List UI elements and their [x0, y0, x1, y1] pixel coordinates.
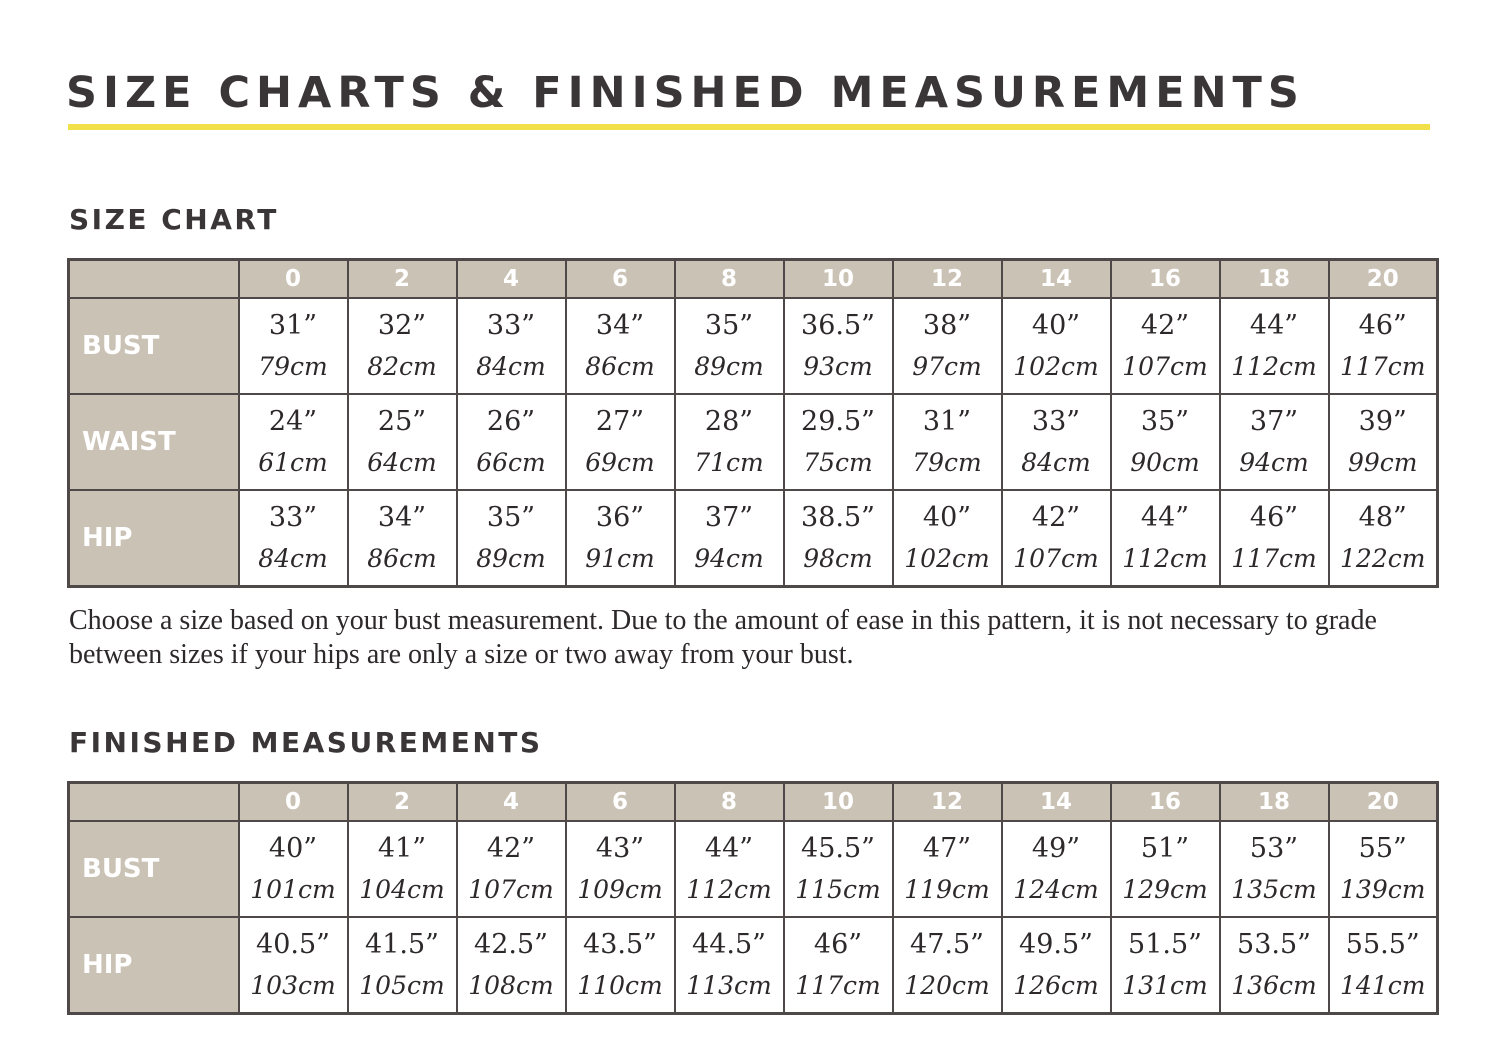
inches-value: 43” [595, 833, 645, 865]
inches-value: 43.5” [583, 929, 657, 961]
table-row [69, 298, 1438, 394]
inches-value: 46” [813, 929, 863, 961]
measurement-cell [566, 821, 675, 917]
row-label-waist: WAIST [69, 394, 239, 490]
inches-value: 42” [1031, 502, 1081, 534]
size-header-4: 4 [457, 260, 566, 299]
cm-value: 135cm [1231, 875, 1317, 905]
inches-value: 44.5” [692, 929, 766, 961]
corner-cell [69, 260, 239, 299]
cm-value: 103cm [250, 971, 336, 1001]
cm-value: 115cm [795, 875, 881, 905]
cm-value: 69cm [585, 448, 655, 478]
measurement-cell [457, 821, 566, 917]
inches-value: 47.5” [910, 929, 984, 961]
inches-value: 34” [377, 502, 427, 534]
inches-value: 36.5” [801, 310, 875, 342]
cm-value: 124cm [1013, 875, 1099, 905]
measurement-cell [1002, 298, 1111, 394]
size-header-10: 10 [784, 260, 893, 299]
measurement-cell [566, 917, 675, 1014]
inches-value: 24” [268, 406, 318, 438]
measurement-cell [1220, 821, 1329, 917]
measurement-cell [348, 917, 457, 1014]
cm-value: 112cm [1231, 352, 1317, 382]
inches-value: 33” [1031, 406, 1081, 438]
size-header-6: 6 [566, 783, 675, 822]
measurement-cell [239, 917, 348, 1014]
measurement-cell [675, 821, 784, 917]
measurement-cell [1220, 490, 1329, 587]
measurement-cell [1220, 394, 1329, 490]
page-title: SIZE CHARTS & FINISHED MEASUREMENTS [66, 68, 1305, 118]
cm-value: 66cm [476, 448, 546, 478]
size-header-18: 18 [1220, 783, 1329, 822]
measurement-cell [784, 298, 893, 394]
inches-value: 53” [1249, 833, 1299, 865]
inches-value: 40” [268, 833, 318, 865]
cm-value: 119cm [904, 875, 990, 905]
cm-value: 139cm [1340, 875, 1426, 905]
cm-value: 84cm [476, 352, 546, 382]
cm-value: 110cm [577, 971, 663, 1001]
cm-value: 105cm [359, 971, 445, 1001]
size-chart-table [67, 258, 1439, 588]
measurement-cell [1329, 394, 1438, 490]
cm-value: 122cm [1340, 544, 1426, 574]
cm-value: 98cm [803, 544, 873, 574]
cm-value: 79cm [258, 352, 328, 382]
inches-value: 35” [1140, 406, 1190, 438]
measurement-cell [348, 394, 457, 490]
cm-value: 107cm [468, 875, 554, 905]
inches-value: 37” [704, 502, 754, 534]
measurement-cell [566, 394, 675, 490]
inches-value: 46” [1249, 502, 1299, 534]
cm-value: 117cm [1231, 544, 1317, 574]
measurement-cell [675, 490, 784, 587]
measurement-cell [1111, 821, 1220, 917]
measurement-cell [1111, 394, 1220, 490]
inches-value: 42” [486, 833, 536, 865]
inches-value: 26” [486, 406, 536, 438]
measurement-cell [1002, 394, 1111, 490]
measurement-cell [1220, 917, 1329, 1014]
cm-value: 117cm [795, 971, 881, 1001]
inches-value: 39” [1358, 406, 1407, 438]
cm-value: 108cm [468, 971, 554, 1001]
measurement-cell [1111, 917, 1220, 1014]
cm-value: 120cm [904, 971, 990, 1001]
size-advice-note: Choose a size based on your bust measurement. Due to the amount of ease in this pattern, it is not necessary to grade between sizes if your hips are only a size or two away from your bust. [69, 605, 1377, 670]
inches-value: 38” [922, 310, 972, 342]
size-header-12: 12 [893, 260, 1002, 299]
finished-measurements-table [67, 781, 1439, 1015]
row-label-hip: HIP [69, 917, 239, 1014]
cm-value: 136cm [1231, 971, 1317, 1001]
cm-value: 113cm [686, 971, 772, 1001]
measurement-cell [457, 917, 566, 1014]
cm-value: 112cm [686, 875, 772, 905]
measurement-cell [239, 490, 348, 587]
measurement-cell [784, 917, 893, 1014]
inches-value: 51” [1140, 833, 1190, 865]
cm-value: 109cm [577, 875, 663, 905]
size-header-12: 12 [893, 783, 1002, 822]
inches-value: 38.5” [801, 502, 875, 534]
measurement-cell [239, 821, 348, 917]
row-label-bust: BUST [69, 298, 239, 394]
size-header-14: 14 [1002, 783, 1111, 822]
cm-value: 141cm [1340, 971, 1426, 1001]
cm-value: 75cm [803, 448, 873, 478]
table-row [69, 490, 1438, 587]
measurement-cell [1002, 917, 1111, 1014]
inches-value: 40” [1031, 310, 1081, 342]
inches-value: 44” [1140, 502, 1190, 534]
cm-value: 71cm [694, 448, 764, 478]
measurement-cell [348, 490, 457, 587]
size-chart-heading: SIZE CHART [69, 203, 279, 236]
size-header-8: 8 [675, 260, 784, 299]
measurement-cell [1329, 298, 1438, 394]
measurement-cell [348, 298, 457, 394]
measurement-cell [239, 394, 348, 490]
measurement-cell [239, 298, 348, 394]
cm-value: 84cm [258, 544, 328, 574]
inches-value: 49.5” [1019, 929, 1093, 961]
measurement-cell [457, 394, 566, 490]
inches-value: 49” [1031, 833, 1081, 865]
measurement-cell [893, 298, 1002, 394]
row-label-bust: BUST [69, 821, 239, 917]
measurement-cell [566, 490, 675, 587]
cm-value: 102cm [1013, 352, 1099, 382]
measurement-cell [1111, 490, 1220, 587]
size-header-18: 18 [1220, 260, 1329, 299]
measurement-cell [1111, 298, 1220, 394]
inches-value: 36” [595, 502, 645, 534]
measurement-cell [675, 394, 784, 490]
inches-value: 51.5” [1128, 929, 1202, 961]
cm-value: 89cm [476, 544, 546, 574]
cm-value: 94cm [694, 544, 764, 574]
inches-value: 48” [1358, 502, 1407, 534]
inches-value: 32” [377, 310, 427, 342]
size-header-14: 14 [1002, 260, 1111, 299]
inches-value: 29.5” [801, 406, 875, 438]
size-header-6: 6 [566, 260, 675, 299]
measurement-cell [348, 821, 457, 917]
inches-value: 46” [1358, 310, 1407, 342]
inches-value: 42” [1140, 310, 1190, 342]
cm-value: 82cm [367, 352, 437, 382]
inches-value: 42.5” [474, 929, 548, 961]
inches-value: 55.5” [1345, 929, 1420, 961]
cm-value: 112cm [1122, 544, 1208, 574]
cm-value: 107cm [1122, 352, 1208, 382]
cm-value: 89cm [694, 352, 764, 382]
cm-value: 107cm [1013, 544, 1099, 574]
cm-value: 99cm [1347, 448, 1418, 478]
inches-value: 41” [377, 833, 427, 865]
size-header-row [69, 260, 1438, 299]
inches-value: 25” [377, 406, 427, 438]
inches-value: 31” [922, 406, 972, 438]
size-header-2: 2 [348, 783, 457, 822]
inches-value: 55” [1358, 833, 1407, 865]
measurement-cell [1329, 490, 1438, 587]
cm-value: 97cm [912, 352, 982, 382]
inches-value: 37” [1249, 406, 1299, 438]
measurement-cell [893, 917, 1002, 1014]
inches-value: 40” [922, 502, 972, 534]
size-header-20: 20 [1329, 783, 1438, 822]
cm-value: 93cm [803, 352, 873, 382]
cm-value: 129cm [1122, 875, 1208, 905]
corner-cell [69, 783, 239, 822]
inches-value: 45.5” [801, 833, 875, 865]
measurement-cell [1002, 490, 1111, 587]
cm-value: 86cm [367, 544, 437, 574]
cm-value: 86cm [585, 352, 655, 382]
measurement-cell [893, 490, 1002, 587]
inches-value: 41.5” [365, 929, 439, 961]
inches-value: 44” [704, 833, 754, 865]
cm-value: 61cm [258, 448, 328, 478]
measurement-cell [784, 394, 893, 490]
inches-value: 47” [922, 833, 972, 865]
inches-value: 53.5” [1237, 929, 1311, 961]
cm-value: 64cm [367, 448, 437, 478]
table-row [69, 394, 1438, 490]
inches-value: 33” [486, 310, 536, 342]
size-header-0: 0 [239, 783, 348, 822]
measurement-cell [457, 298, 566, 394]
inches-value: 31” [268, 310, 318, 342]
cm-value: 79cm [912, 448, 982, 478]
cm-value: 126cm [1013, 971, 1099, 1001]
measurement-cell [784, 821, 893, 917]
cm-value: 102cm [904, 544, 990, 574]
inches-value: 35” [486, 502, 536, 534]
cm-value: 117cm [1340, 352, 1426, 382]
measurement-cell [893, 394, 1002, 490]
size-header-row [69, 783, 1438, 822]
cm-value: 91cm [585, 544, 655, 574]
inches-value: 28” [704, 406, 754, 438]
size-header-16: 16 [1111, 260, 1220, 299]
inches-value: 35” [704, 310, 754, 342]
size-header-4: 4 [457, 783, 566, 822]
inches-value: 33” [268, 502, 318, 534]
measurement-cell [1002, 821, 1111, 917]
title-underline [68, 124, 1430, 130]
size-header-0: 0 [239, 260, 348, 299]
finished-measurements-heading: FINISHED MEASUREMENTS [69, 726, 543, 759]
inches-value: 40.5” [256, 929, 330, 961]
size-header-8: 8 [675, 783, 784, 822]
size-header-10: 10 [784, 783, 893, 822]
cm-value: 104cm [359, 875, 445, 905]
cm-value: 101cm [250, 875, 336, 905]
measurement-cell [1329, 821, 1438, 917]
size-header-16: 16 [1111, 783, 1220, 822]
measurement-cell [1329, 917, 1438, 1014]
inches-value: 44” [1249, 310, 1299, 342]
cm-value: 90cm [1130, 448, 1200, 478]
measurement-cell [675, 917, 784, 1014]
measurement-cell [457, 490, 566, 587]
size-header-20: 20 [1329, 260, 1438, 299]
table-row [69, 917, 1438, 1014]
inches-value: 34” [595, 310, 645, 342]
measurement-cell [784, 490, 893, 587]
measurement-cell [675, 298, 784, 394]
size-header-2: 2 [348, 260, 457, 299]
measurement-cell [566, 298, 675, 394]
inches-value: 27” [595, 406, 645, 438]
measurement-cell [893, 821, 1002, 917]
measurement-cell [1220, 298, 1329, 394]
table-row [69, 821, 1438, 917]
row-label-hip: HIP [69, 490, 239, 587]
cm-value: 94cm [1239, 448, 1309, 478]
cm-value: 84cm [1021, 448, 1091, 478]
cm-value: 131cm [1122, 971, 1208, 1001]
